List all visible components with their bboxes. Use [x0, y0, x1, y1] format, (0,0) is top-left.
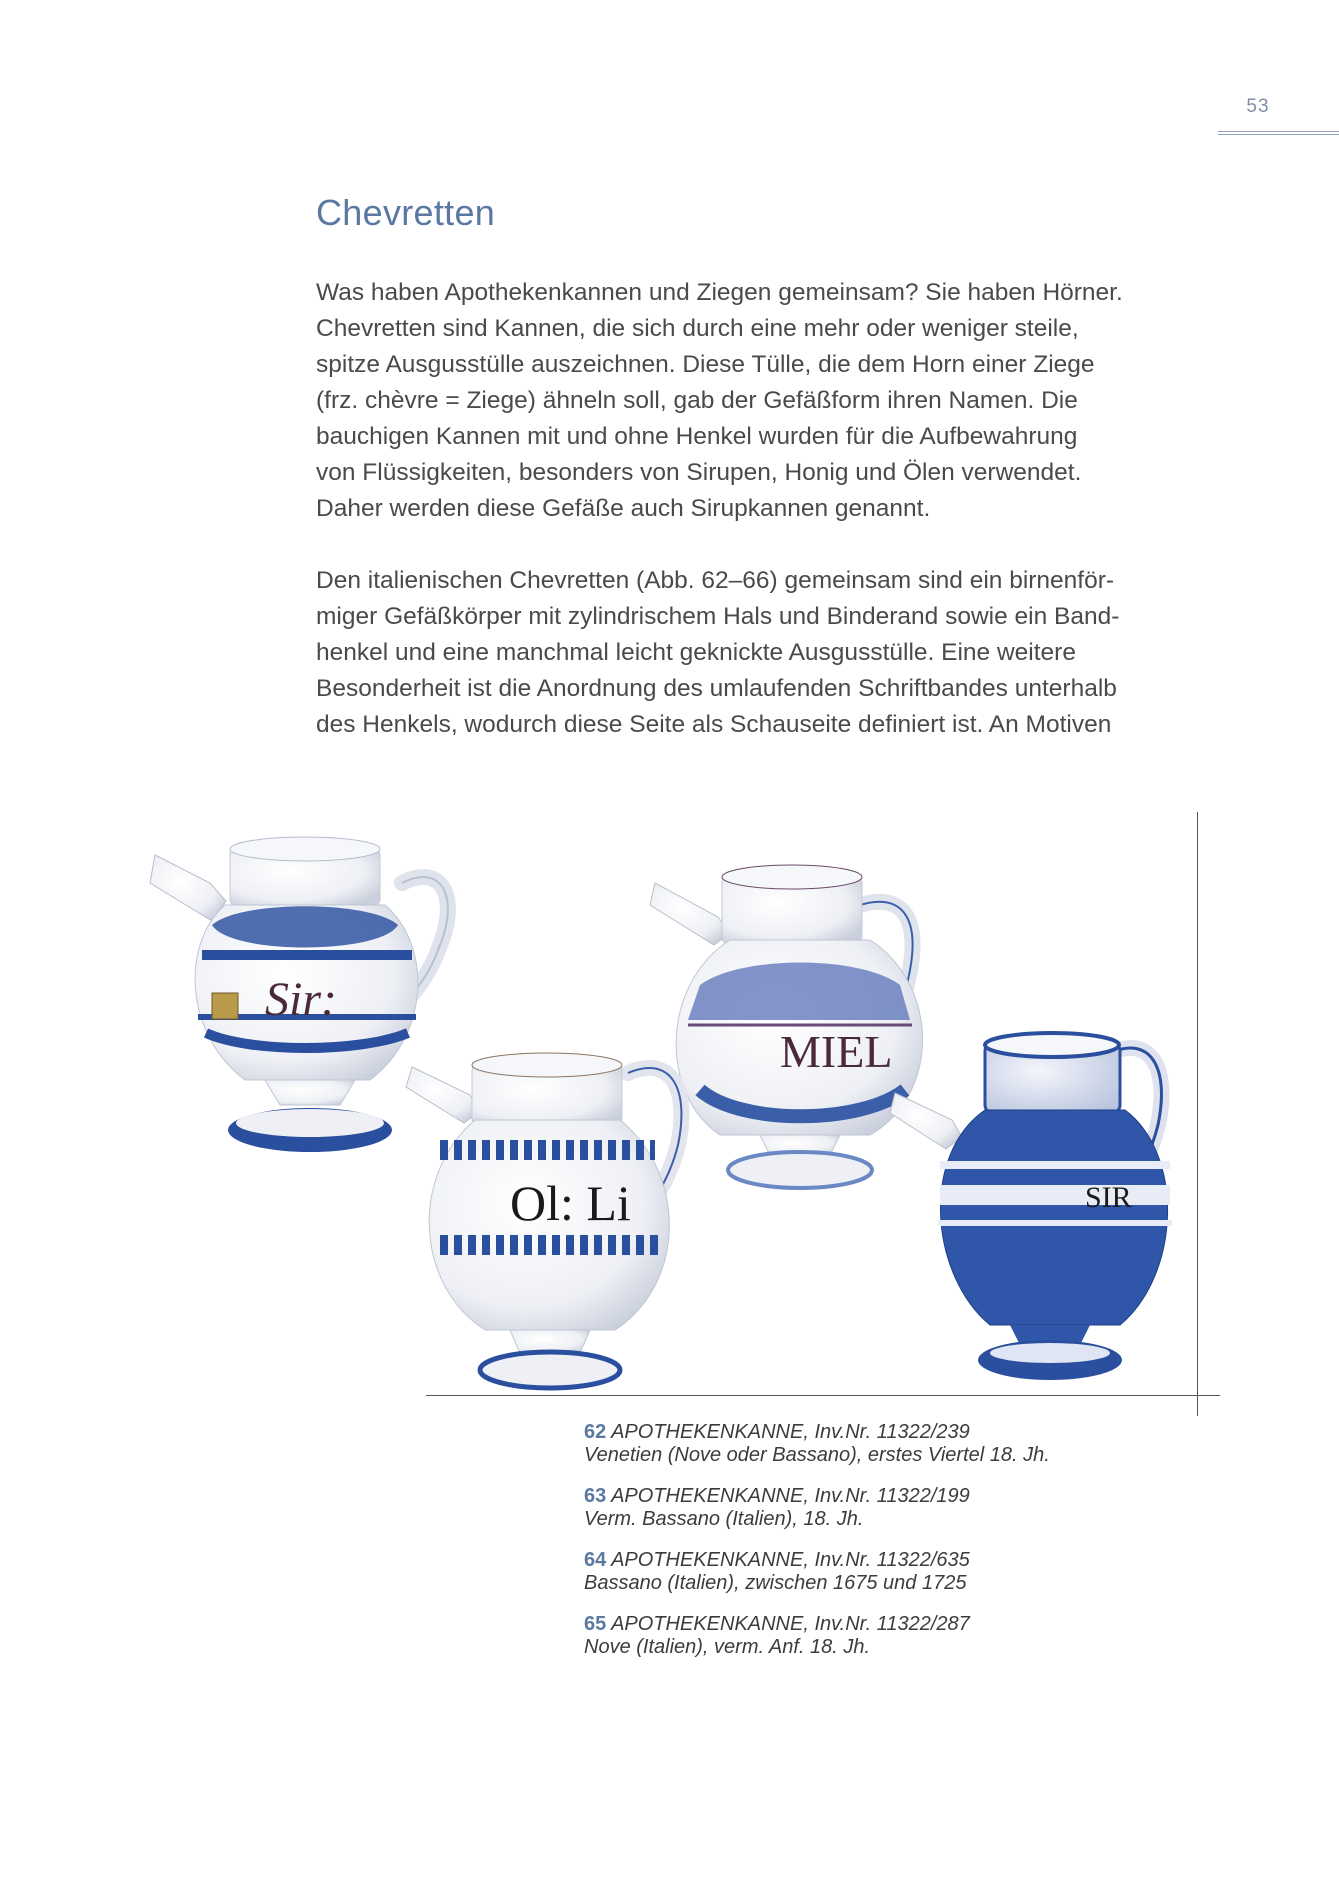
caption-title: APOTHEKENKANNE, Inv.Nr. 11322/287 — [611, 1613, 970, 1635]
text-line: spitze Ausgusstülle auszeichnen. Diese Tülle, die dem Horn einer Ziege — [316, 351, 1095, 378]
page-number-rule — [1218, 134, 1339, 135]
figure-captions — [584, 1421, 1184, 1677]
page-number: 53 — [1246, 96, 1270, 117]
caption-detail: Bassano (Italien), zwischen 1675 und 1725 — [584, 1572, 967, 1594]
jar-63 — [406, 1053, 681, 1388]
figure-frame-horizontal-rule — [426, 1395, 1220, 1396]
caption-title: APOTHEKENKANNE, Inv.Nr. 11322/635 — [611, 1549, 970, 1571]
caption-detail: Nove (Italien), verm. Anf. 18. Jh. — [584, 1636, 871, 1658]
text-line: Besonderheit ist die Anordnung des umlaufenden Schriftbandes unterhalb — [316, 675, 1117, 702]
jar-65-inscription: SIR — [1085, 1181, 1132, 1214]
caption-62 — [584, 1421, 1184, 1467]
text-line: Daher werden diese Gefäße auch Sirupkannen genannt. — [316, 495, 931, 522]
page-number-rule — [1218, 131, 1339, 132]
caption-65 — [584, 1613, 1184, 1659]
jar-63-inscription: Ol: Li — [510, 1175, 631, 1231]
caption-title: APOTHEKENKANNE, Inv.Nr. 11322/239 — [611, 1421, 970, 1443]
caption-63 — [584, 1485, 1184, 1531]
text-line: Chevretten sind Kannen, die sich durch eine mehr oder weniger steile, — [316, 315, 1079, 342]
caption-title: APOTHEKENKANNE, Inv.Nr. 11322/199 — [611, 1485, 970, 1507]
jar-64-inscription: MIEL — [780, 1026, 893, 1077]
caption-number: 65 — [584, 1613, 607, 1635]
text-line: des Henkels, wodurch diese Seite als Schauseite definiert ist. An Motiven — [316, 711, 1112, 738]
caption-number: 64 — [584, 1549, 607, 1571]
text-line: (frz. chèvre = Ziege) ähneln soll, gab der Gefäßform ihren Namen. Die — [316, 387, 1078, 414]
caption-number: 63 — [584, 1485, 607, 1507]
text-line: Was haben Apothekenkannen und Ziegen gemeinsam? Sie haben Hörner. — [316, 279, 1123, 306]
text-line: von Flüssigkeiten, besonders von Sirupen, Honig und Ölen verwendet. — [316, 459, 1082, 486]
section-title: Chevretten — [316, 192, 496, 233]
apothecary-jars-photo — [140, 805, 1200, 1400]
text-line: henkel und eine manchmal leicht geknickte Ausgusstülle. Eine weitere — [316, 639, 1076, 666]
body-paragraph-2 — [316, 563, 1208, 743]
text-line: Den italienischen Chevretten (Abb. 62–66) gemeinsam sind ein birnenför- — [316, 567, 1115, 594]
figure-frame-vertical-rule — [1197, 812, 1198, 1416]
jar-62 — [150, 837, 448, 1152]
caption-detail: Venetien (Nove oder Bassano), erstes Viertel 18. Jh. — [584, 1444, 1050, 1466]
caption-number: 62 — [584, 1421, 607, 1443]
caption-detail: Verm. Bassano (Italien), 18. Jh. — [584, 1508, 864, 1530]
body-paragraph-1 — [316, 275, 1208, 527]
jar-65 — [890, 1033, 1172, 1380]
jar-64 — [650, 865, 923, 1188]
caption-64 — [584, 1549, 1184, 1595]
text-line: miger Gefäßkörper mit zylindrischem Hals und Binderand sowie ein Band- — [316, 603, 1120, 630]
jar-62-inscription: Sir: — [265, 973, 337, 1026]
text-line: bauchigen Kannen mit und ohne Henkel wurden für die Aufbewahrung — [316, 423, 1078, 450]
